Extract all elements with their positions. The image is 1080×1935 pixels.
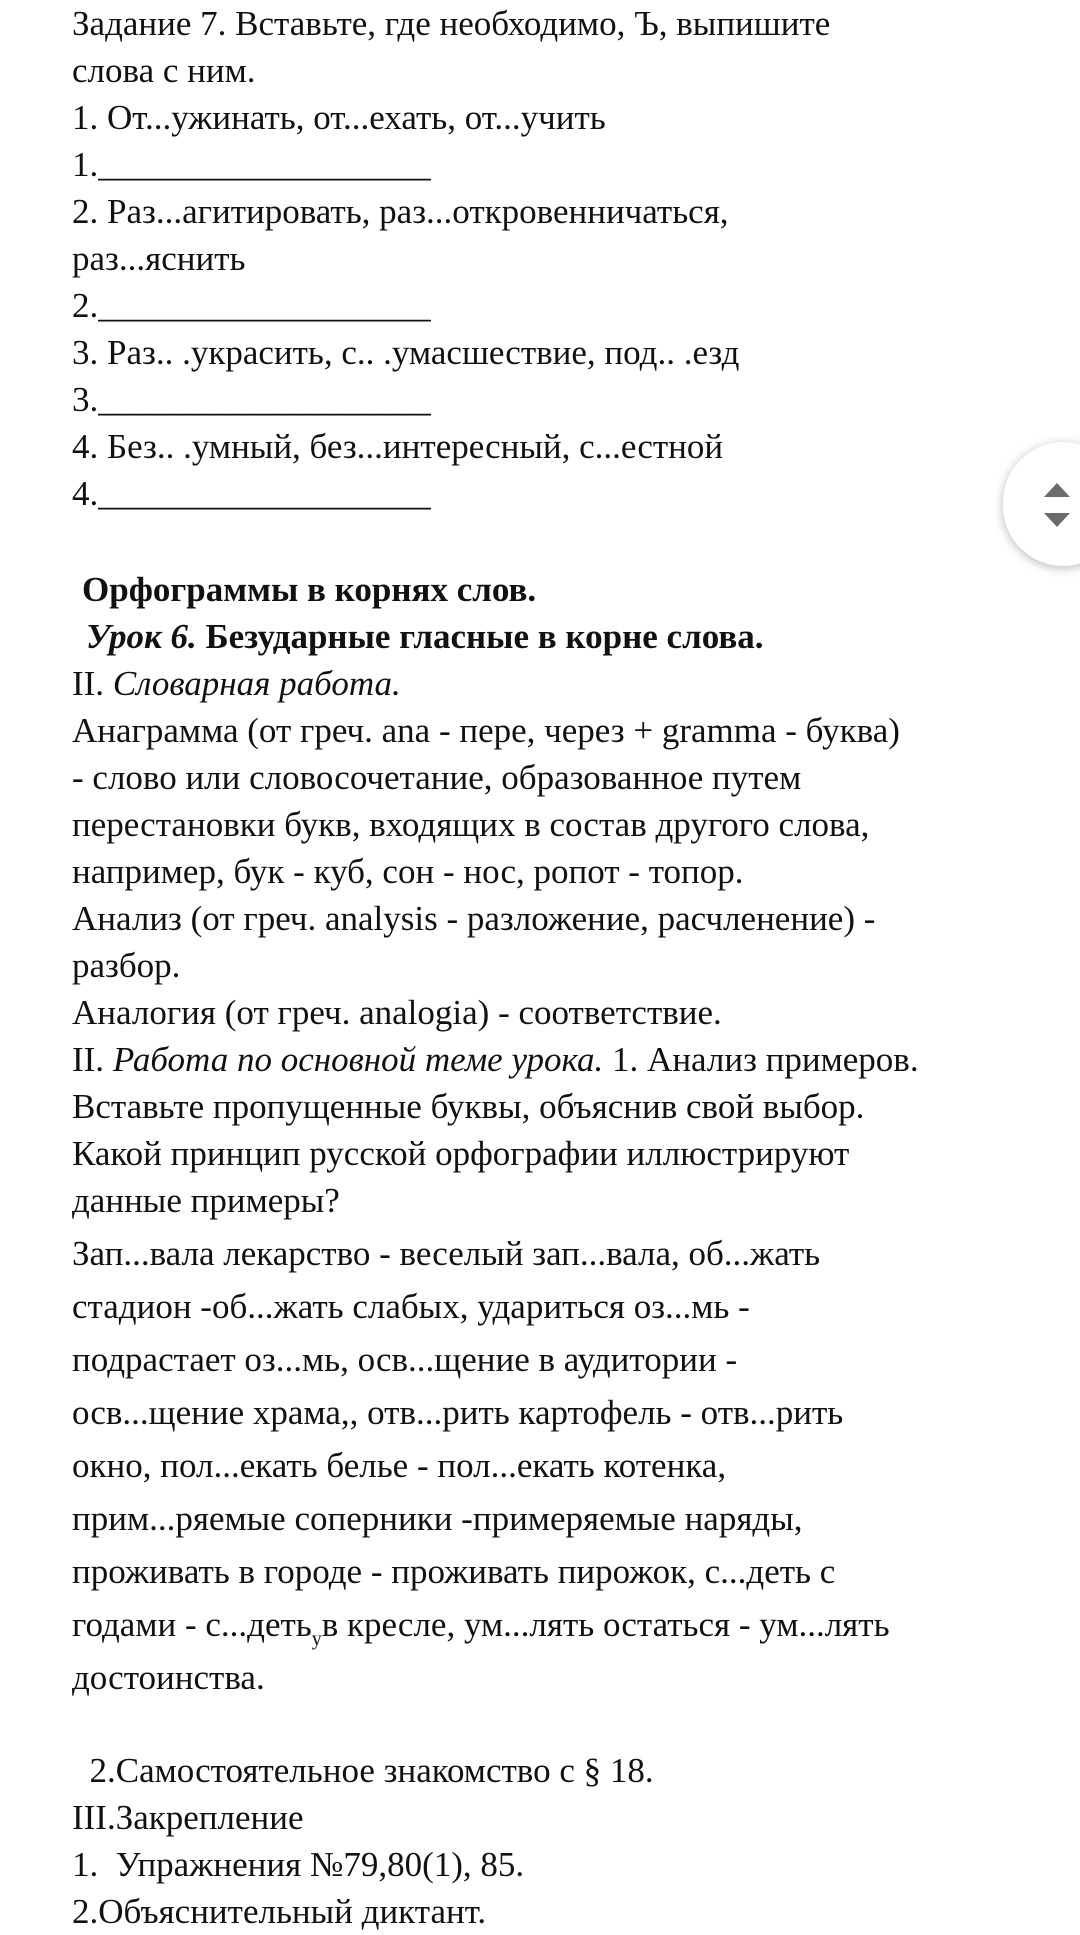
vocab-line-1: Анаграмма (от греч. ana - пере, через + gramma - буква) — [72, 711, 900, 750]
section-heading: Орфограммы в корнях слов. — [82, 570, 537, 609]
examples-line-9: достоинства. — [72, 1658, 265, 1697]
closing-line-2: III.Закрепление — [72, 1798, 304, 1837]
vocab-heading — [72, 660, 401, 707]
examples-line-8-end: в кресле, ум...лять остаться - ум...лять — [321, 1605, 890, 1644]
examples-line-3: подрастает оз...мь, осв...щение в аудитории - — [72, 1340, 738, 1379]
task7-title-line-1: Задание 7. Вставьте, где необходимо, Ъ, выпишите — [72, 4, 831, 43]
closing-line-1: 2.Самостоятельное знакомство с § 18. — [72, 1751, 654, 1790]
page-scroll-control[interactable] — [1003, 442, 1080, 566]
task7-answer-blank-2: 2.___________________ — [72, 286, 431, 325]
main-heading-number: II. — [72, 1040, 113, 1079]
vocab-line-6: разбор. — [72, 946, 181, 985]
main-line-2: Вставьте пропущенные буквы, объяснив свой выбор. — [72, 1087, 865, 1126]
task7-item-4: 4. Без.. .умный, без...интересный, с...естной — [72, 427, 724, 466]
vocab-heading-title: Словарная работа. — [112, 664, 401, 703]
vocab-line-7: Аналогия (от греч. analogia) - соответствие. — [72, 993, 722, 1032]
lesson-label: Урок 6. — [86, 617, 197, 656]
examples-subscript: у — [311, 1628, 322, 1650]
vocab-line-2: - слово или словосочетание, образованное путем — [72, 758, 802, 797]
examples-line-4: осв...щение храма,, отв...рить картофель - отв...рить — [72, 1393, 844, 1432]
main-line-3: Какой принцип русской орфографии иллюстрируют — [72, 1134, 850, 1173]
task7-answer-blank-3: 3.___________________ — [72, 380, 431, 419]
task7-answer-blank-4: 4.___________________ — [72, 474, 431, 513]
scroll-down-arrow-icon[interactable] — [1044, 513, 1070, 527]
vocab-heading-number: II. — [72, 664, 113, 703]
examples-line-5: окно, пол...екать белье - пол...екать котенка, — [72, 1446, 727, 1485]
vocab-line-4: например, бук - куб, сон - нос, ропот - топор. — [72, 852, 744, 891]
task7-item-2: 2. Раз...агитировать, раз...откровенничаться, — [72, 192, 729, 231]
vocab-line-3: перестановки букв, входящих в состав другого слова, — [72, 805, 870, 844]
scroll-up-arrow-icon[interactable] — [1044, 483, 1070, 497]
examples-line-8-start: годами - с...деть — [72, 1605, 312, 1644]
main-line-4: данные примеры? — [72, 1181, 340, 1220]
closing-line-3: 1. Упражнения №79,80(1), 85. — [72, 1845, 525, 1884]
examples-line-7: проживать в городе - проживать пирожок, с...деть с — [72, 1552, 836, 1591]
lesson-title: Безударные гласные в корне слова. — [196, 617, 764, 656]
examples-line-1: Зап...вала лекарство - веселый зап...вала, об...жать — [72, 1234, 821, 1273]
task7-title-line-2: слова с ним. — [72, 51, 256, 90]
main-heading-rest: 1. Анализ примеров. — [603, 1040, 919, 1079]
task7-answer-blank-1: 1.___________________ — [72, 145, 431, 184]
main-heading-title: Работа по основной теме урока. — [112, 1040, 604, 1079]
task7-item-3: 3. Раз.. .украсить, с.. .умасшествие, под.. .езд — [72, 333, 740, 372]
examples-line-6: прим...ряемые соперники -примеряемые наряды, — [72, 1499, 803, 1538]
task7-item-1: 1. От...ужинать, от...ехать, от...учить — [72, 98, 606, 137]
lesson-heading — [86, 613, 764, 660]
vocab-line-5: Анализ (от греч. analysis - разложение, расчленение) - — [72, 899, 876, 938]
closing-line-4: 2.Объяснительный диктант. — [72, 1892, 487, 1931]
examples-line-2: стадион -об...жать слабых, удариться оз...мь - — [72, 1287, 750, 1326]
main-heading — [72, 1036, 919, 1083]
task7-item-2-continued: раз...яснить — [72, 239, 246, 278]
